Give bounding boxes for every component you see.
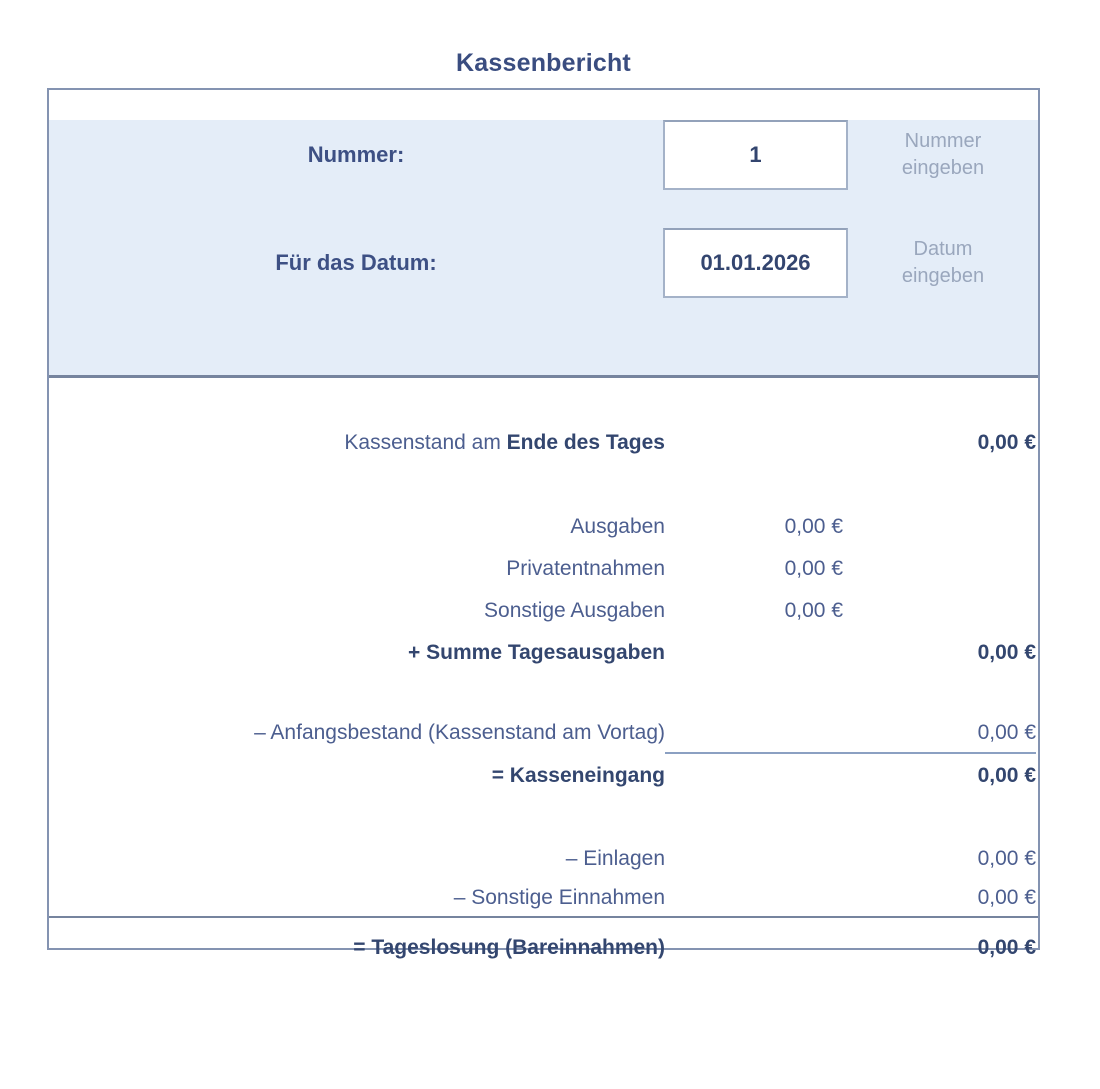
nummer-row	[49, 120, 1038, 190]
kassenstand-value: 0,00 €	[977, 431, 1036, 454]
nummer-input[interactable]: 1	[663, 120, 848, 190]
row-ausgaben	[49, 506, 1038, 548]
anfangsbestand-value: 0,00 €	[665, 713, 1036, 754]
datum-hint	[848, 236, 1038, 290]
kassenstand-label: Kassenstand am Ende des Tages	[344, 431, 665, 454]
form-body	[49, 378, 1038, 916]
row-sonstige-ausgaben	[49, 590, 1038, 632]
privatentnahmen-label: Privatentnahmen	[506, 557, 665, 580]
datum-hint-line1: Datum	[913, 238, 973, 260]
row-tageslosung	[49, 916, 1038, 978]
row-kasseneingang	[49, 755, 1038, 797]
kasseneingang-label: = Kasseneingang	[491, 764, 665, 787]
einlagen-label: – Einlagen	[565, 847, 665, 870]
row-sonstige-einnahmen	[49, 880, 1038, 916]
kasseneingang-value: 0,00 €	[977, 764, 1036, 787]
row-anfangsbestand	[49, 713, 1038, 754]
page-title: Kassenbericht	[456, 49, 631, 77]
tageslosung-label: = Tageslosung (Bareinnahmen)	[353, 936, 665, 959]
form-header	[49, 120, 1038, 378]
row-privatentnahmen	[49, 548, 1038, 590]
sonstige-einnahmen-value: 0,00 €	[977, 886, 1036, 909]
nummer-hint	[848, 128, 1038, 182]
datum-row	[49, 228, 1038, 298]
nummer-hint-line1: Nummer	[904, 130, 982, 152]
sonstige-ausgaben-value: 0,00 €	[784, 599, 843, 622]
row-einlagen	[49, 838, 1038, 880]
anfangsbestand-label: – Anfangsbestand (Kassenstand am Vortag)	[254, 721, 665, 744]
tageslosung-value: 0,00 €	[977, 936, 1036, 959]
row-kassenstand	[49, 422, 1038, 464]
datum-input[interactable]: 01.01.2026	[663, 228, 848, 298]
ausgaben-label: Ausgaben	[570, 515, 665, 538]
nummer-label: Nummer:	[307, 142, 405, 167]
summe-tagesausgaben-value: 0,00 €	[977, 641, 1036, 664]
sonstige-einnahmen-label: – Sonstige Einnahmen	[453, 886, 665, 909]
ausgaben-value: 0,00 €	[784, 515, 843, 538]
kassenbericht-form	[47, 88, 1040, 959]
nummer-hint-line2: eingeben	[901, 157, 985, 179]
row-summe-tagesausgaben	[49, 632, 1038, 674]
privatentnahmen-value: 0,00 €	[784, 557, 843, 580]
datum-label: Für das Datum:	[275, 250, 437, 275]
summe-tagesausgaben-label: + Summe Tagesausgaben	[408, 641, 665, 664]
datum-hint-line2: eingeben	[901, 265, 985, 287]
einlagen-value: 0,00 €	[977, 847, 1036, 870]
sonstige-ausgaben-label: Sonstige Ausgaben	[484, 599, 665, 622]
